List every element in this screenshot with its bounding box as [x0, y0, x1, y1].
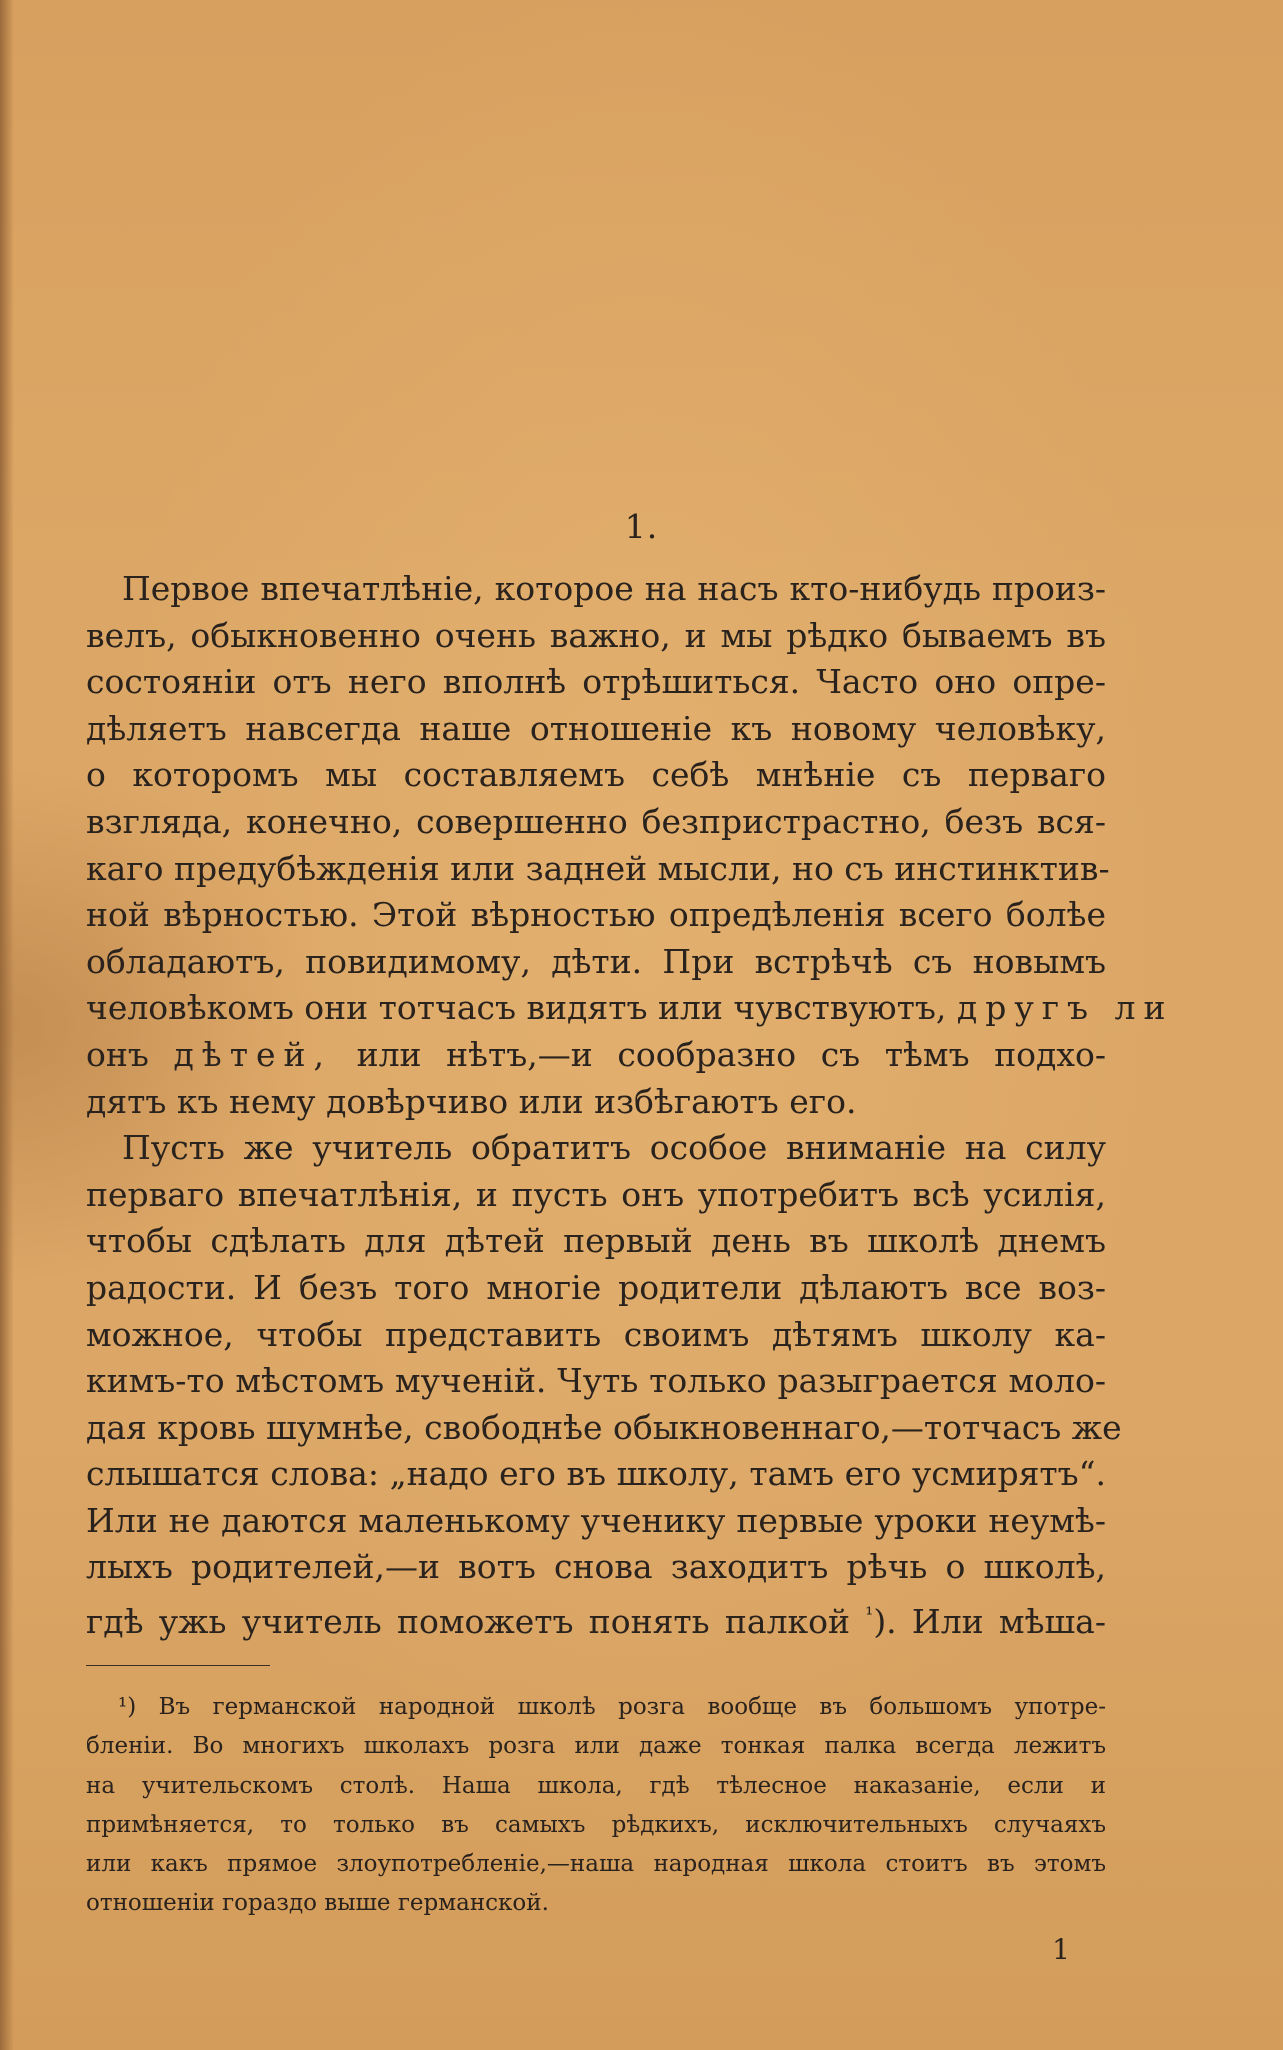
text-line: обладаютъ, повидимому, дѣти. При встрѣчѣ съ новымъ	[86, 941, 1106, 981]
text-fragment: онъ	[86, 1034, 149, 1074]
footnotes	[86, 1688, 1106, 1924]
footnote-line: ¹) Въ германской народной школѣ розга вообще въ большомъ употре-	[118, 1694, 1106, 1720]
text-line: можное, чтобы представить своимъ дѣтямъ школу ка-	[86, 1314, 1106, 1354]
text-line: велъ, обыкновенно очень важно, и мы рѣдко бываемъ въ	[86, 615, 1106, 655]
footnote-reference[interactable]: ¹	[865, 1602, 874, 1627]
footnote-line: бленіи. Во многихъ школахъ розга или даже тонкая палка всегда лежитъ	[86, 1733, 1106, 1760]
text-fragment: или нѣтъ,—и сообразно съ тѣмъ подхо-	[356, 1034, 1106, 1074]
text-line: чтобы сдѣлать для дѣтей первый день въ школѣ днемъ	[86, 1221, 1106, 1261]
text-line: слышатся слова: „надо его въ школу, тамъ его усмирятъ“.	[86, 1454, 1106, 1494]
footnote-line: отношеніи гораздо выше германской.	[86, 1890, 549, 1917]
text-line	[86, 1032, 1106, 1079]
text-line: о которомъ мы составляемъ себѣ мнѣніе съ перваго	[86, 755, 1106, 795]
text-line: взгляда, конечно, совершенно безпристрастно, безъ вся-	[86, 801, 1106, 841]
footnote-line: или какъ прямое злоупотребленіе,—наша народная школа стоитъ въ этомъ	[86, 1851, 1106, 1878]
text-fragment: ). Или мѣша-	[873, 1602, 1106, 1642]
text-line: Первое впечатлѣніе, которое на насъ кто-нибудь произ-	[122, 569, 1106, 608]
spaced-emphasis: другъ ли	[956, 988, 1174, 1028]
footnote-line: примѣняется, то только въ самыхъ рѣдкихъ, исключительныхъ случаяхъ	[86, 1811, 1106, 1838]
page-number: 1	[1052, 1933, 1070, 1966]
text-fragment: человѣкомъ они тотчасъ видятъ или чувствуютъ,	[86, 988, 947, 1028]
page-edge-shadow	[0, 0, 14, 2050]
text-line: дѣляетъ навсегда наше отношеніе къ новому человѣку,	[86, 708, 1106, 748]
text-line: ной вѣрностью. Этой вѣрностью опредѣленія всего болѣе	[86, 895, 1106, 935]
text-line: Или не даются маленькому ученику первые уроки неумѣ-	[86, 1500, 1106, 1540]
text-line: перваго впечатлѣнія, и пусть онъ употребитъ всѣ усилія,	[86, 1174, 1106, 1214]
text-line: дятъ къ нему довѣрчиво или избѣгаютъ его.	[86, 1081, 857, 1121]
text-line: кимъ-то мѣстомъ мученій. Чуть только разыграется моло-	[86, 1361, 1106, 1401]
text-line: дая кровь шумнѣе, свободнѣе обыкновеннаго,—тотчасъ же	[86, 1407, 1122, 1447]
text-line: радости. И безъ того многіе родители дѣлаютъ все воз-	[86, 1267, 1106, 1307]
text-line	[86, 985, 1174, 1032]
footnote-divider	[86, 1665, 270, 1666]
text-line: лыхъ родителей,—и вотъ снова заходитъ рѣчь о школѣ,	[86, 1547, 1106, 1587]
text-line: каго предубѣжденія или задней мысли, но съ инстинктив-	[86, 848, 1110, 888]
main-paragraphs	[86, 566, 1174, 1642]
text-fragment: гдѣ ужь учитель поможетъ понять палкой	[86, 1602, 851, 1642]
spaced-emphasis: дѣтей,	[173, 1034, 332, 1074]
text-line	[86, 1591, 1106, 1642]
text-line: состояніи отъ него вполнѣ отрѣшиться. Часто оно опре-	[86, 662, 1106, 702]
footnote-line: на учительскомъ столѣ. Наша школа, гдѣ тѣлесное наказаніе, если и	[86, 1772, 1106, 1799]
chapter-number: 1.	[624, 507, 659, 546]
text-line: Пусть же учитель обратитъ особое вниманіе на силу	[122, 1128, 1106, 1168]
